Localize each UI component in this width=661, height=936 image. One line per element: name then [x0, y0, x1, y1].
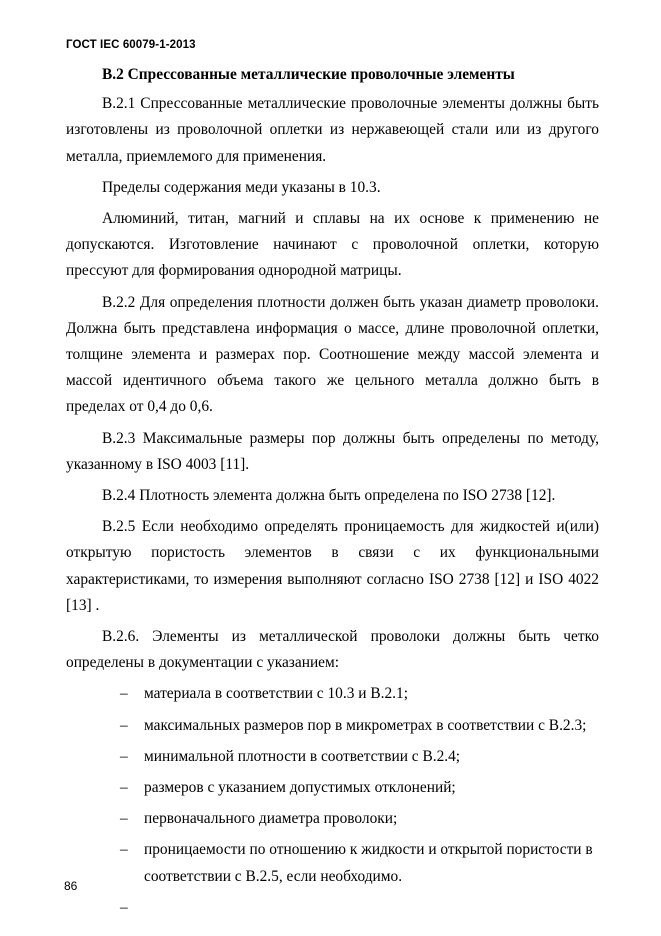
- list-item: [66, 775, 599, 801]
- list-item-text: проницаемости по отношению к жидкости и открытой пористости в: [144, 841, 593, 859]
- list-item-text: минимальной плотности в соответствии с В.2.4;: [144, 747, 461, 765]
- paragraph-b21: В.2.1 Спрессованные металлические проволочные элементы должны быть изготовлены из проволочной оплетки из нержавеющей стали или из другого металла, приемлемого для применения.: [66, 95, 599, 165]
- page-number: 86: [64, 879, 78, 893]
- paragraph-b23: В.2.3 Максимальные размеры пор должны быть определены по методу, указанному в ISO 4003 [11].: [66, 429, 599, 473]
- paragraph-aluminium: Алюминий, титан, магний и сплавы на их основе к применению не допускаются. Изготовление начинают с проволочной оплетки, которую прессуют для формирования однородной матрицы.: [66, 210, 599, 280]
- list-item: [66, 837, 599, 889]
- document-header: ГОСТ IEC 60079-1-2013: [66, 39, 196, 51]
- list-dash: –: [120, 898, 128, 916]
- list-item-continuation: соответствии с В.2.5, если необходимо.: [144, 867, 403, 885]
- list-dash: –: [120, 810, 128, 828]
- paragraph-b24: В.2.4 Плотность элемента должна быть определена по ISO 2738 [12].: [102, 487, 556, 505]
- list-dash: –: [120, 747, 128, 765]
- paragraph-b26: В.2.6. Элементы из металлической проволоки должны быть четко определены в документации с указанием:: [66, 628, 599, 672]
- list-dash: –: [120, 716, 128, 734]
- list-item: [66, 744, 599, 770]
- list-dash: –: [120, 841, 128, 859]
- list-item-text: размеров с указанием допустимых отклонений;: [144, 779, 456, 797]
- list-item: [66, 713, 599, 739]
- list-item-text: первоначального диаметра проволоки;: [144, 810, 398, 828]
- list-item-text: материала в соответствии с 10.3 и В.2.1;: [144, 685, 408, 703]
- list-item: [66, 681, 599, 707]
- paragraph-b25: В.2.5 Если необходимо определять проницаемость для жидкостей и(или) открытую пористость элементов в связи с их функциональными характеристиками, то измерения выполняют согласно ISO 2738 [12] и ISO 4022 [13] .: [66, 518, 599, 614]
- list-item: [66, 806, 599, 832]
- list-item-text: максимальных размеров пор в микрометрах в соответствии с В.2.3;: [144, 716, 587, 734]
- requirements-list: [66, 681, 599, 916]
- paragraph-b22: В.2.2 Для определения плотности должен быть указан диаметр проволоки. Должна быть представлена информация о массе, длине проволочной оплетки, толщине элемента и размерах пор. Соотношение между массой элемента и массой идентичного объема такого же цельного металла должно быть в пределах от 0,4 до 0,6.: [66, 293, 599, 416]
- paragraph-copper-limits: Пределы содержания меди указаны в 10.3.: [102, 178, 381, 196]
- section-title: В.2 Спрессованные металлические проволочные элементы: [102, 66, 515, 83]
- document-body: [66, 62, 599, 916]
- list-dash: –: [120, 685, 128, 703]
- list-dash: –: [120, 779, 128, 797]
